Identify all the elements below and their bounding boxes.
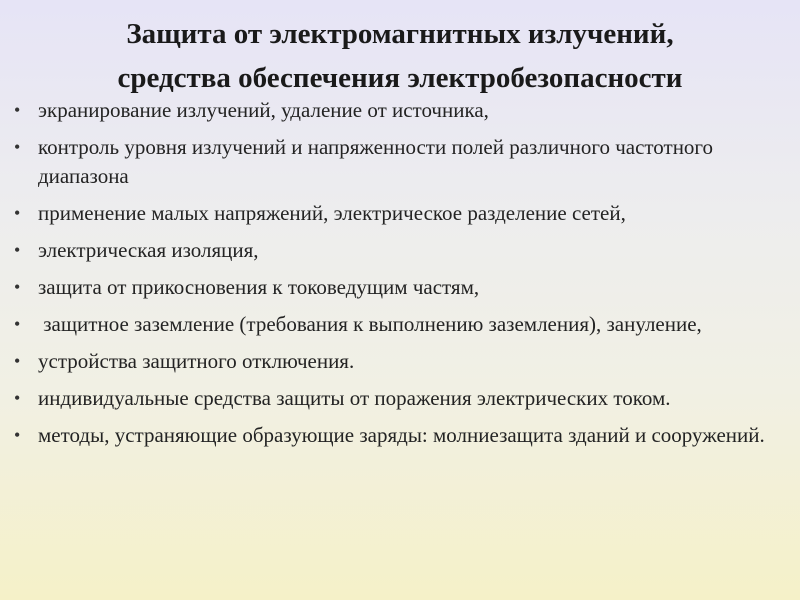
bullet-item: [0, 96, 800, 125]
bullet-text: методы, устраняющие образующие заряды: молниезащита зданий и сооружений.: [38, 423, 765, 447]
bullet-item: [0, 133, 800, 191]
slide-title: [0, 12, 800, 100]
bullet-item: [0, 236, 800, 265]
bullet-dot-icon: •: [14, 137, 21, 157]
title-line: средства обеспечения электробезопасности: [117, 62, 683, 94]
bullet-text: экранирование излучений, удаление от источника,: [38, 98, 489, 122]
bullet-dot-icon: •: [14, 388, 21, 408]
bullet-text: защитное заземление (требования к выполнению заземления), зануление,: [38, 312, 702, 336]
title-line: Защита от электромагнитных излучений,: [126, 18, 674, 50]
bullet-text: защита от прикосновения к токоведущим частям,: [38, 275, 480, 299]
bullet-text: индивидуальные средства защиты от поражения электрических током.: [38, 386, 671, 410]
bullet-text: электрическая изоляция,: [38, 238, 259, 262]
bullet-dot-icon: •: [14, 314, 21, 334]
bullet-list: [0, 96, 800, 458]
bullet-dot-icon: •: [14, 425, 21, 445]
bullet-item: [0, 347, 800, 376]
bullet-item: [0, 384, 800, 413]
bullet-item: [0, 310, 800, 339]
bullet-dot-icon: •: [14, 100, 21, 120]
bullet-dot-icon: •: [14, 351, 21, 371]
bullet-item: [0, 421, 800, 450]
bullet-item: [0, 199, 800, 228]
bullet-text: применение малых напряжений, электрическое разделение сетей,: [38, 201, 626, 225]
bullet-item: [0, 273, 800, 302]
bullet-dot-icon: •: [14, 203, 21, 223]
bullet-dot-icon: •: [14, 277, 21, 297]
bullet-text: устройства защитного отключения.: [38, 349, 355, 373]
bullet-dot-icon: •: [14, 240, 21, 260]
bullet-text: контроль уровня излучений и напряженности полей различного частотного диапазона: [38, 135, 714, 188]
